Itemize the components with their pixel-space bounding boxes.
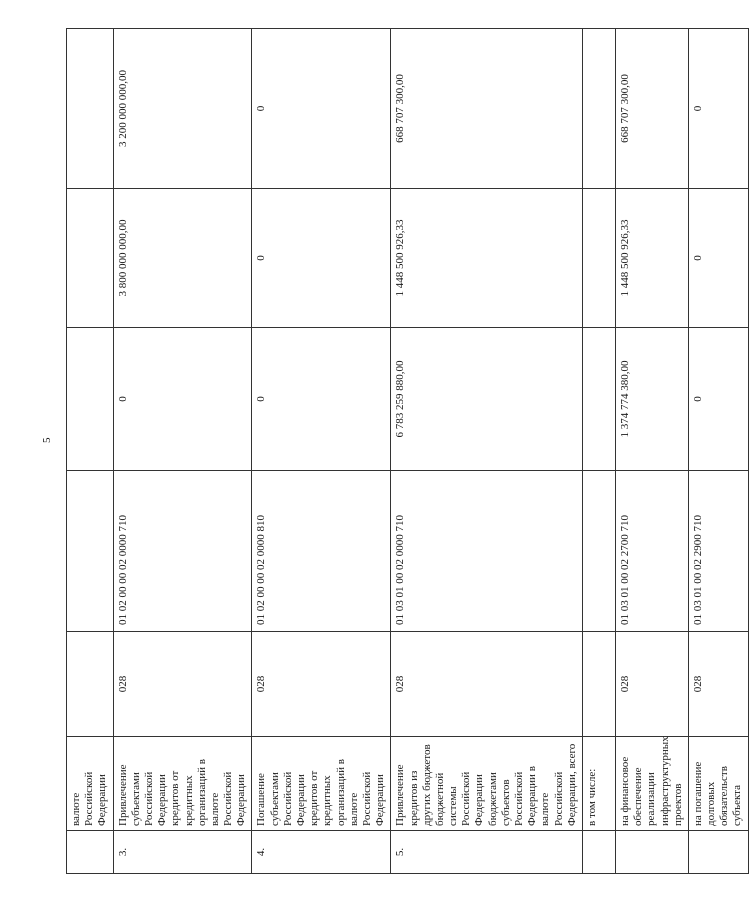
amount-col-2: 0 bbox=[688, 189, 748, 328]
amount-col-3: 3 200 000 000,00 bbox=[113, 29, 252, 189]
amount-col-1 bbox=[582, 328, 615, 471]
amount-col-3: 668 707 300,00 bbox=[391, 29, 583, 189]
amount-col-1: 1 374 774 380,00 bbox=[615, 328, 688, 471]
admin-code: 028 bbox=[688, 632, 748, 737]
amount-col-2: 1 448 500 926,33 bbox=[615, 189, 688, 328]
admin-code bbox=[582, 632, 615, 737]
amount-col-2 bbox=[582, 189, 615, 328]
amount-col-3 bbox=[67, 29, 114, 189]
rotated-page-content bbox=[66, 29, 744, 874]
row-number bbox=[688, 831, 748, 874]
row-number: 3. bbox=[113, 831, 252, 874]
row-name: Привлечение кредитов из других бюджетов бюджетной системы Российской Федерации бюджетами субъектов Российской Федерации в валюте Российской Федерации, всего bbox=[391, 737, 583, 831]
classification-code: 01 02 00 00 02 0000 810 bbox=[252, 471, 391, 632]
amount-col-2: 3 800 000 000,00 bbox=[113, 189, 252, 328]
row-name: Привлечение субъектами Российской Федерации кредитов от кредитных организаций в валюте Российской Федерации bbox=[113, 737, 252, 831]
amount-col-3: 668 707 300,00 bbox=[615, 29, 688, 189]
row-number bbox=[582, 831, 615, 874]
amount-col-1: 0 bbox=[252, 328, 391, 471]
amount-col-3 bbox=[582, 29, 615, 189]
row-name: валюте Российской Федерации bbox=[67, 737, 114, 831]
amount-col-2 bbox=[67, 189, 114, 328]
amount-col-2: 1 448 500 926,33 bbox=[391, 189, 583, 328]
row-name: на погашение долговых обязательств субъекта bbox=[688, 737, 748, 831]
table-row bbox=[688, 29, 748, 874]
row-number: 4. bbox=[252, 831, 391, 874]
classification-code: 01 03 01 00 02 0000 710 bbox=[391, 471, 583, 632]
page-number: 5 bbox=[41, 437, 53, 443]
row-name: на финансовое обеспечение реализации инфраструктурных проектов bbox=[615, 737, 688, 831]
classification-code: 01 03 01 00 02 2700 710 bbox=[615, 471, 688, 632]
table-row bbox=[615, 29, 688, 874]
table-row bbox=[391, 29, 583, 874]
admin-code bbox=[67, 632, 114, 737]
table-row bbox=[113, 29, 252, 874]
amount-col-1 bbox=[67, 328, 114, 471]
amount-col-1: 0 bbox=[688, 328, 748, 471]
amount-col-3: 0 bbox=[252, 29, 391, 189]
amount-col-2: 0 bbox=[252, 189, 391, 328]
admin-code: 028 bbox=[615, 632, 688, 737]
admin-code: 028 bbox=[391, 632, 583, 737]
row-name: в том числе: bbox=[582, 737, 615, 831]
row-name: Погашение субъектами Российской Федерации кредитов от кредитных организаций в валюте Российской Федерации bbox=[252, 737, 391, 831]
row-number: 5. bbox=[391, 831, 583, 874]
classification-code bbox=[582, 471, 615, 632]
budget-sources-table bbox=[66, 28, 749, 874]
amount-col-1: 6 783 259 880,00 bbox=[391, 328, 583, 471]
classification-code: 01 03 01 00 02 2900 710 bbox=[688, 471, 748, 632]
table-row bbox=[582, 29, 615, 874]
admin-code: 028 bbox=[113, 632, 252, 737]
admin-code: 028 bbox=[252, 632, 391, 737]
row-number bbox=[615, 831, 688, 874]
row-number bbox=[67, 831, 114, 874]
table-row bbox=[67, 29, 114, 874]
table-row bbox=[252, 29, 391, 874]
classification-code bbox=[67, 471, 114, 632]
classification-code: 01 02 00 00 02 0000 710 bbox=[113, 471, 252, 632]
amount-col-1: 0 bbox=[113, 328, 252, 471]
amount-col-3: 0 bbox=[688, 29, 748, 189]
